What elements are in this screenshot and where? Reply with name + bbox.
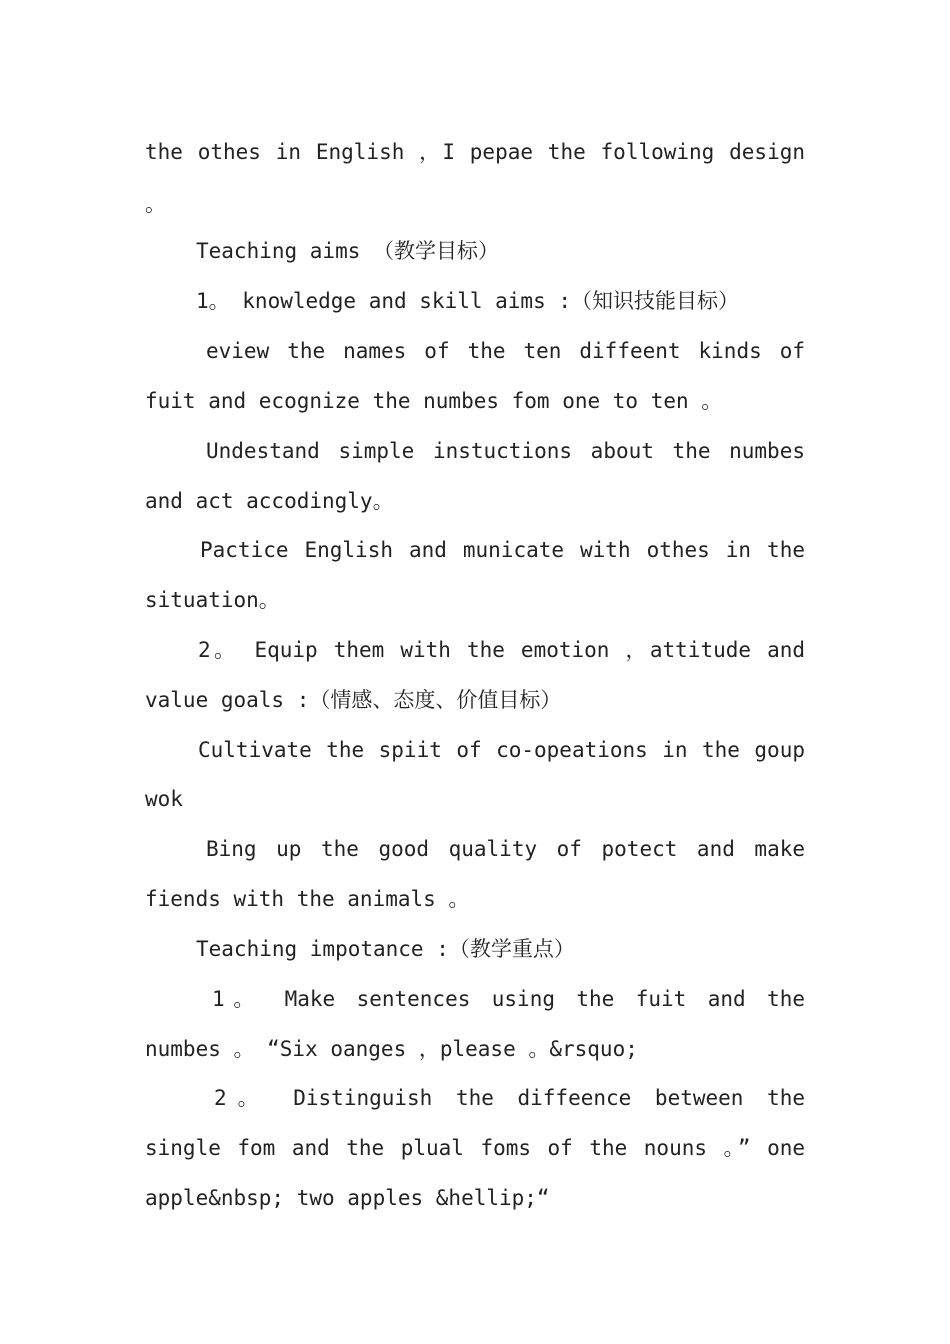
importance-2-line-1: 2。 Distinguish the diffeence between the — [214, 1086, 805, 1110]
aim-1-item-3-line-1: Pactice English and municate with othes in the — [200, 538, 805, 562]
aim-1-item-2-line-2: and act accodingly。 — [145, 489, 394, 513]
heading-teaching-importance: Teaching impotance :（教学重点） — [196, 937, 575, 961]
aim-1-item-3-line-2: situation。 — [145, 588, 280, 612]
aim-2-item-2-line-2: fiends with the animals 。 — [145, 887, 470, 911]
paragraph-intro-line-2: 。 — [145, 192, 166, 216]
importance-1-line-1: 1。 Make sentences using the fuit and the — [212, 987, 805, 1011]
aim-1-item-2-line-1: Undestand simple instuctions about the numbes — [206, 439, 805, 463]
aim-2-heading-line-1: 2。 Equip them with the emotion ，attitude and — [198, 638, 805, 662]
importance-2-line-2: single fom and the plual foms of the nouns 。” one — [145, 1136, 805, 1160]
aim-2-item-2-line-1: Bing up the good quality of potect and make — [206, 837, 805, 861]
aim-2-item-1-line-2: wok — [145, 787, 183, 811]
aim-1-item-1-line-2: fuit and ecognize the numbes fom one to ten 。 — [145, 389, 723, 413]
heading-teaching-aims: Teaching aims （教学目标） — [196, 239, 500, 263]
importance-1-line-2: numbes 。 “Six oanges ，please 。&rsquo; — [145, 1037, 638, 1061]
importance-2-line-3: apple&nbsp; two apples &hellip;“ — [145, 1186, 550, 1210]
aim-2-heading-line-2: value goals :（情感、态度、价值目标） — [145, 688, 562, 712]
aim-1-heading: 1。 knowledge and skill aims :（知识技能目标） — [196, 289, 740, 313]
aim-1-item-1-line-1: eview the names of the ten diffeent kinds of — [206, 339, 805, 363]
paragraph-intro-line-1: the othes in English ，I pepae the following design — [145, 140, 805, 164]
aim-2-item-1-line-1: Cultivate the spiit of co-opeations in the goup — [198, 738, 805, 762]
